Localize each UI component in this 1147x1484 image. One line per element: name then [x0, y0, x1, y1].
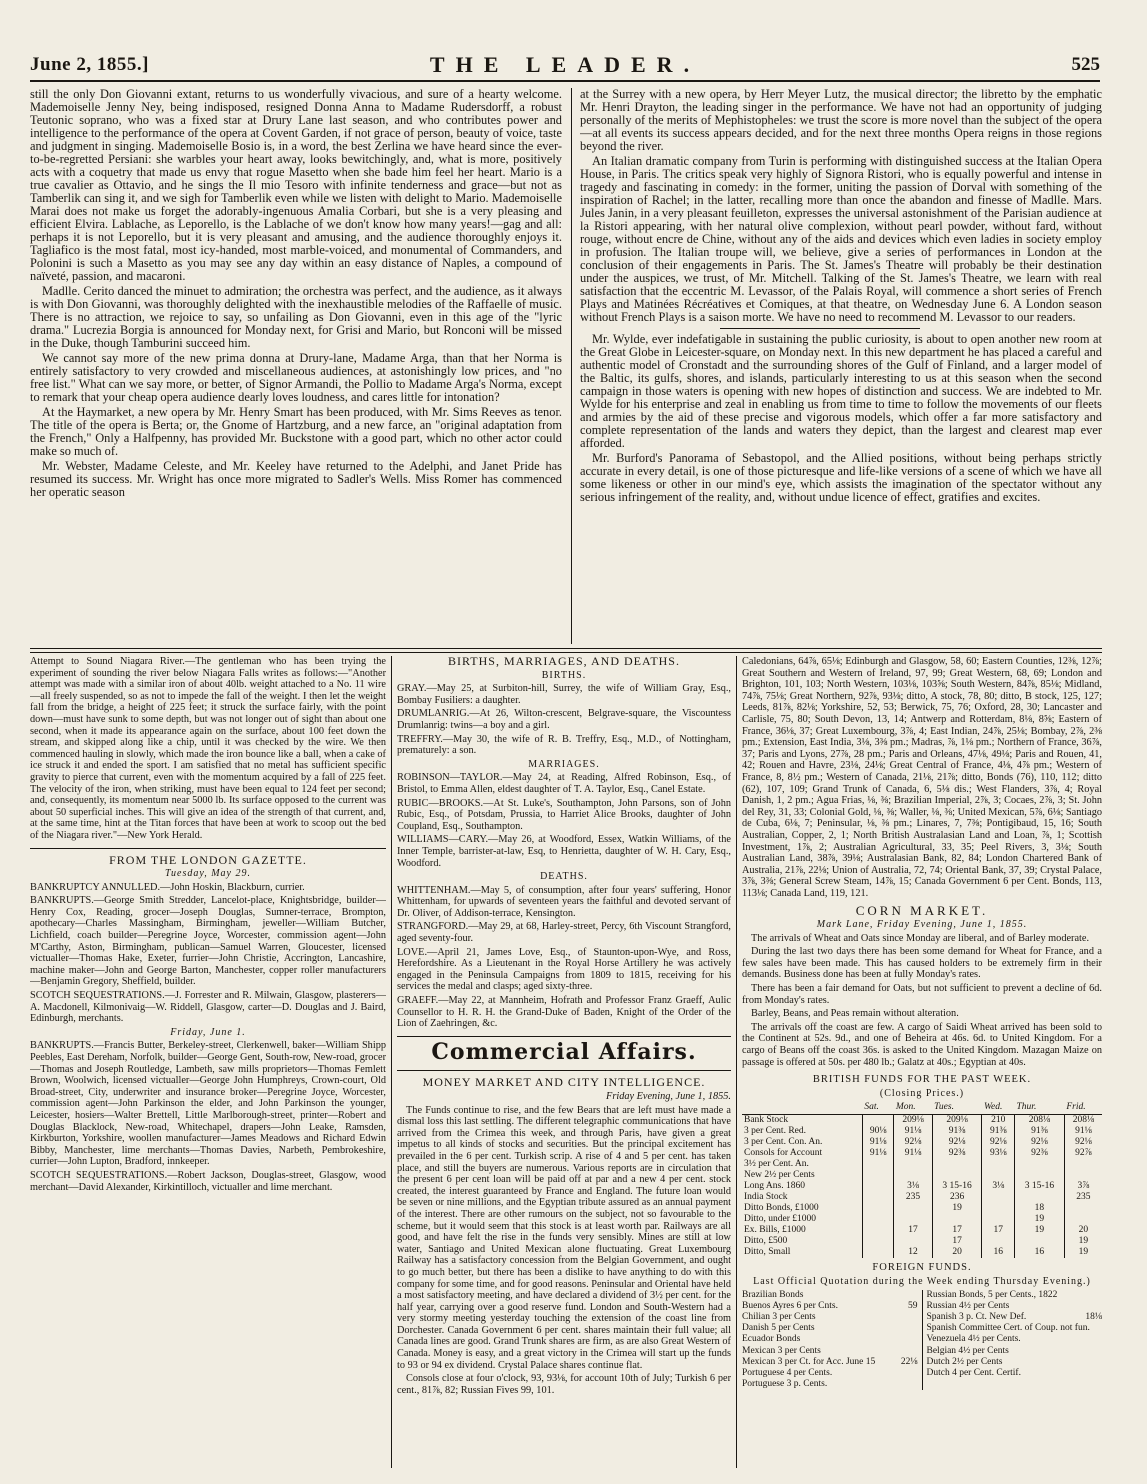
- fund-price: [894, 1203, 932, 1214]
- bottom-column-1: [30, 656, 386, 1468]
- fund-price: 92⅛: [982, 1137, 1015, 1148]
- fund-price: 92⅛: [1015, 1137, 1065, 1148]
- table-row: [742, 1192, 1102, 1203]
- funds-column-header: Wed.: [982, 1101, 1015, 1115]
- bankrupts-list: BANKRUPTS.—Francis Butter, Berkeley-street, Clerkenwell, baker—William Shipp Peebles, East Dereham, Norfolk, builder—George Gent, South-row, New-road, grocer—Thomas and Joseph Routledge, Lambeth, saw mills proprietors—Thomas Femlett Brown, Woolwich, licensed victualler—George John Humphreys, Crown-court, Old Broad-street, City, underwriter and insurance broker—Peregrine Joyce, Worcester, commission agent—John Parkinson the elder, and John Parkinson the younger, Leicester, hosiers—Walter Brettell, Little Marlborough-street, printer—Robert and Douglas Blacklock, New-road, Whitechapel, drapers—John Leake, Ramsden, Kirkburton, Yorkshire, woollen manufacturer—James Meadows and Richard Edwin Bibby, Manchester, lime merchants—Thomas Davies, Narbeth, Pembrokeshire, currier—John Lupton, Bradford, innkeeper.: [30, 1040, 386, 1168]
- fund-price: [1015, 1159, 1065, 1170]
- death-notice: WHITTENHAM.—May 5, of consumption, after four years' suffering, Honor Whittenham, for upwards of seventeen years the faithful and devoted servant of Dr. Oliver, of Addison-terrace, Kensington.: [397, 884, 731, 919]
- foreign-fund-price: 18⅛: [1085, 1311, 1102, 1322]
- fund-price: [894, 1236, 932, 1247]
- fund-price: 19: [1064, 1247, 1102, 1258]
- fund-price: 92⅜: [932, 1148, 982, 1159]
- foreign-fund-name: Russian Bonds, 5 per Cents., 1822: [926, 1289, 1058, 1300]
- fund-price: 18: [1015, 1203, 1065, 1214]
- fund-price: 20: [1064, 1225, 1102, 1236]
- fund-price: [1064, 1214, 1102, 1225]
- foreign-fund-name: Spanish 3 p. Ct. New Def.: [926, 1311, 1027, 1322]
- fund-name: Ditto Bonds, £1000: [744, 1203, 819, 1214]
- list-item: [927, 1346, 1103, 1357]
- fund-price: 92⅛: [932, 1137, 982, 1148]
- corn-report: The arrivals of Wheat and Oats since Monday are liberal, and of Barley moderate.: [751, 932, 1090, 944]
- fund-price: [982, 1192, 1015, 1203]
- list-item: [927, 1323, 1103, 1334]
- globe-paragraph: Mr. Wylde, ever indefatigable in sustaining the public curiosity, is about to open another new room at the Great Globe in Leicester-square, on Monday next. In this new department he has placed a careful and authentic model of Cronstadt and the surrounding shores of the Gulf of Finland, and a larger model of the Baltic, its gulfs, shores, and islands, particularly interesting to us at this season when the second campaign in those waters is opening with new hopes of distinction and success. We are indebted to Mr. Wylde for his enterprise and zeal in enabling us from time to time to follow the movements of our fleets and armies by the aid of these precise and vigorous models, which offer a far more satisfactory and complete representation of the lands and waters they depict, than the largest and clearest map ever afforded.: [580, 332, 1102, 450]
- funds-column-header: Frid.: [1064, 1101, 1102, 1115]
- foreign-fund-name: Dutch 2½ per Cents: [926, 1356, 1003, 1367]
- fund-price: 91⅛: [862, 1137, 893, 1148]
- table-row: [742, 1115, 1102, 1127]
- fund-price: [862, 1170, 893, 1181]
- bankrupts-list: BANKRUPTS.—George Smith Stredder, Lancelot-place, Knightsbridge, builder—Henry Cox, Reading, grocer—Joseph Douglas, Sumner-terrace, Brompton, apothecary—Charles Massingham, Birmingham, jeweller—William Butcher, Lichfield, coach builder—Peregrine Joyce, Worcester, commission agent—John M'Carthy, Aston, Birmingham, publican—Samuel Warren, Gloucester, licensed victualler—Thomas Hake, Exeter, furrier—John Christie, Accrington, Lancashire, machine maker—John and George Barton, Manchester, copper roller manufacturers—Benjamin Gregory, Sheffield, builder.: [30, 895, 386, 988]
- death-notice: GRAEFF.—May 22, at Mannheim, Hofrath and Professor Franz Graeff, Aulic Counsellor to H. R. H. the Grand-Duke of Baden, Knight of the Order of the Lion of Zaehringen, &c.: [397, 995, 731, 1030]
- fund-price: 19: [932, 1203, 982, 1214]
- list-item: [742, 1379, 918, 1390]
- fund-name: Bank Stock: [744, 1115, 789, 1126]
- list-item: [927, 1334, 1103, 1345]
- fund-name: India Stock: [744, 1192, 788, 1203]
- foreign-fund-name: Russian 4½ per Cents: [926, 1300, 1010, 1311]
- fund-price: 91⅛: [1064, 1126, 1102, 1137]
- british-funds-title: BRITISH FUNDS FOR THE PAST WEEK.: [812, 1074, 1032, 1086]
- fund-price: [862, 1203, 893, 1214]
- fund-name: Long Ans. 1860: [744, 1181, 805, 1192]
- funds-column-header: [742, 1101, 862, 1115]
- fund-price: [862, 1247, 893, 1258]
- share-prices: Caledonians, 64⅞, 65⅛; Edinburgh and Glasgow, 58, 60; Eastern Counties, 12⅜, 12⅞; Great Southern and Western of Ireland, 97, 99; Great Western, 68, 69; London and Brighton, 101, 103; North Western, 103⅛, 103⅝; South Western, 84⅞, 85⅛; Midland, 74⅞, 75⅛; Great Northern, 92⅞, 93⅛; ditto, A stock, 78, 80; ditto, B stock, 125, 127; Leeds, 81⅞, 82⅛; Yorkshire, 52, 53; Berwick, 75, 76; Oxford, 28, 30; Lancaster and Carlisle, 75, 80; South Devon, 13, 14; Antwerp and Rotterdam, 8⅛, 8⅝; Eastern of France, 36⅛, 37; Great Luxembourg, 3⅞, 4; East Indian, 24⅞, 25⅛; Bombay, 2⅞, 2⅜ pm.; Extension, East India, 3⅛, 3⅜ pm.; Madras, ⅞, 1⅛ pm.; Northern of France, 36⅞, 37; Paris and Lyons, 27⅞, 28 pm.; Paris and Orleans, 47⅛, 49⅛; Paris and Rouen, 41, 42; Rouen and Havre, 23⅛, 24⅛; Great Central of France, 4⅛, 4⅞ pm.; Western of France, 8, 8½ pm.; Western of Canada, 21⅛, 21⅞; ditto, Bonds (76), 110, 112; ditto (62), 107, 109; Grand Trunk of Canada, 6, 5⅛ dis.; West Flanders, 3⅞, 4; Royal Danish, 1, 2 pm.; Agua Frias, ⅛, ⅜; Brazilian Imperial, 2⅞, 3; Cocaes, 2⅞, 3; St. John del Rey, 31, 33; Colonial Gold, ⅛, ⅜; Waller, ⅛, ⅜; United Mexican, 5⅞, 6⅛; Santiago de Cuba, 6⅛, 7; Peninsular, ⅛, ⅜ pm.; Linares, 7, 7⅜; Pontigibaud, 15, 16; South Australian, Copper, 2, 1; North British Australasian Land and Loan, ⅞, 1; Scottish Investment, 1⅞, 2; Australian Agricultural, 33, 35; Peel Rivers, 3, 3⅛; South Australian Land, 38⅞, 39⅛; Australasian Bank, 82, 84; London Chartered Bank of Australia, 21⅞, 22⅛; Union of Australia, 72, 74; Oriental Bank, 37, 39; Crystal Palace, 3⅞, 3⅜; General Screw Steam, 14⅞, 15; Canada Government 6 per Cent. Bonds, 113, 113⅛; Canada Land, 119, 121.: [742, 656, 1102, 899]
- corn-report: Barley, Beans, and Peas remain without alteration.: [751, 1008, 959, 1020]
- foreign-fund-name: Danish 5 per Cents: [742, 1323, 815, 1334]
- gazette-date: Tuesday, May 29.: [165, 868, 251, 880]
- fund-name: 3 per Cent. Red.: [744, 1126, 807, 1137]
- list-item: [742, 1368, 918, 1379]
- list-item: [927, 1290, 1103, 1301]
- fund-price: 19: [1064, 1236, 1102, 1247]
- foreign-fund-name: Belgian 4½ per Cents: [926, 1345, 1009, 1356]
- commercial-affairs-title: Commercial Affairs.: [431, 1038, 697, 1065]
- section-rule: [30, 848, 386, 849]
- fund-price: 209⅛: [932, 1115, 982, 1127]
- fund-price: 3⅞: [1064, 1181, 1102, 1192]
- fund-price: [862, 1214, 893, 1225]
- page-number: 525: [1071, 54, 1100, 75]
- table-row: [742, 1214, 1102, 1225]
- table-row: [742, 1203, 1102, 1214]
- death-notice: STRANGFORD.—May 29, at 68, Harley-street, Percy, 6th Viscount Strangford, aged seventy-four.: [397, 921, 731, 945]
- fund-price: [1015, 1192, 1065, 1203]
- niagara-article: Attempt to Sound Niagara River.—The gentleman who has been trying the experiment of sounding the river below Niagara Falls writes as follows:—"Another attempt was made with a similar iron of about 40lb. weight attached to a No. 11 wire—all freely suspended, so as not to impede the fall of the weight. I then let the weight fall from the bridge, a height of 225 feet; it struck the surface fairly, with the point down—must have sunk to some depth, but was not longer out of sight than about one second, when it made its appearance again on the surface, about 100 feet down the stream, and skipped along like a chip, until it was checked by the wire. We then commenced hauling in slowly, which made the iron bounce like a ball, when a cake of ice struck it and ended the sport. I am satisfied that no metal has sufficient specific gravity to pierce that current, even with the momentum acquired by a fall of 225 feet. The velocity of the iron, when striking, must have been equal to 124 feet per second; and, consequently, its momentum near 5000 lb. Its surface opposed to the current was about 50 superficial inches. This will give an idea of the strength of that current, and, at the same time, hint at the Titan forces that have been at work to scoop out the bed of the Niagara river."—New York Herald.: [30, 656, 386, 841]
- fund-price: [982, 1203, 1015, 1214]
- table-row: [742, 1170, 1102, 1181]
- funds-column-header: Tues.: [932, 1101, 982, 1115]
- fund-price: 19: [1015, 1225, 1065, 1236]
- fund-price: 17: [982, 1225, 1015, 1236]
- list-item: [742, 1357, 918, 1368]
- opera-paragraph: Mr. Webster, Madame Celeste, and Mr. Keeley have returned to the Adelphi, and Janet Pride has resumed its success. Mr. Wright has once more migrated to Sadler's Wells. Miss Romer has commenced her operatic season: [30, 459, 562, 499]
- corn-report: There has been a fair demand for Oats, but not sufficient to prevent a decline of 6d. from Monday's rates.: [742, 983, 1102, 1006]
- masthead: [30, 50, 1100, 82]
- fund-price: [862, 1181, 893, 1192]
- fund-price: [862, 1159, 893, 1170]
- fund-name: Ditto, £500: [744, 1236, 788, 1247]
- fund-name: 3½ per Cent. An.: [744, 1159, 809, 1170]
- corn-report: The arrivals off the coast are few. A cargo of Saidi Wheat arrived has been sold to the Continent at 52s. 9d., and one of Beheira at 46s. 6d. to United Kingdom. For a cargo of Beans off the coast 36s. is asked to the United Kingdom. Mazagan Maize on passage is offered at 50s. per 480 lb.; Galatz at 40s.; Egyptian at 40s.: [742, 1021, 1102, 1068]
- funds-column-header: Mon.: [894, 1101, 932, 1115]
- fund-price: [982, 1236, 1015, 1247]
- fund-price: [982, 1214, 1015, 1225]
- section-rule: [720, 328, 920, 329]
- birth-notice: TREFFRY.—May 30, the wife of R. B. Treffry, Esq., M.D., of Nottingham, prematurely: a son.: [397, 733, 731, 757]
- fund-price: 210: [982, 1115, 1015, 1127]
- list-item: [742, 1301, 918, 1312]
- fund-price: 235: [1064, 1192, 1102, 1203]
- fund-price: 93⅛: [982, 1148, 1015, 1159]
- money-market-closing: Consols close at four o'clock, 93, 93⅛, for account 10th of July; Turkish 6 per cent., 81⅞, 82; Russian Fives 99, 101.: [397, 1373, 731, 1396]
- british-funds-table: [742, 1101, 1102, 1258]
- funds-column-header: Sat.: [862, 1101, 893, 1115]
- fund-name: 3 per Cent. Con. An.: [744, 1137, 823, 1148]
- section-rule: [397, 1036, 731, 1037]
- scotch-sequestrations: SCOTCH SEQUESTRATIONS.—J. Forrester and R. Milwain, Glasgow, plasterers—A. Macdonell, Kilmonivaig—W. Riddell, Glasgow, carter—D. Douglas and J. Baird, Edinburgh, merchants.: [30, 990, 386, 1025]
- fund-price: 92⅛: [894, 1137, 932, 1148]
- opera-paragraph: At the Haymarket, a new opera by Mr. Henry Smart has been produced, with Mr. Sims Reeves as tenor. The title of the opera is Berta; or, the Gnome of Hartzburg, and a new farce, an "original adaptation from the French," Only a Halfpenny, has provided Mr. Buckstone with a good part, which no other actor could make so much of.: [30, 405, 562, 458]
- british-funds-subtitle: (Closing Prices.): [879, 1087, 965, 1099]
- fund-price: [862, 1115, 893, 1127]
- column-divider: [391, 656, 392, 1468]
- marriage-notice: RUBIC—BROOKS.—At St. Luke's, Southampton, John Parsons, son of John Rubic, Esq., of Potsdam, Prussia, to Harriet Alice Brooks, daughter of John Coupland, Esq., Southampton.: [397, 797, 731, 832]
- bmd-title: BIRTHS, MARRIAGES, AND DEATHS.: [448, 656, 680, 668]
- fund-price: [894, 1214, 932, 1225]
- fund-price: 91⅜: [1015, 1126, 1065, 1137]
- fund-price: 3⅛: [982, 1181, 1015, 1192]
- table-row: [742, 1247, 1102, 1258]
- marriages-heading: MARRIAGES.: [528, 758, 600, 770]
- fund-price: 3⅛: [894, 1181, 932, 1192]
- fund-price: [862, 1236, 893, 1247]
- issue-date: June 2, 1855.]: [30, 54, 149, 75]
- foreign-fund-name: Dutch 4 per Cent. Certif.: [926, 1367, 1021, 1378]
- opera-paragraph: Madlle. Cerito danced the minuet to admiration; the orchestra was perfect, and the audience, as it always is with Don Giovanni, was thoroughly delighted with the inexhaustible melodies of the Raffaelle of music. There is no attraction, we rejoice to say, so unfailing as Don Giovanni, even in this age of the "lyric drama." Lucrezia Borgia is announced for Monday next, for Grisi and Mario, but Ronconi will be missed in the Duke, though Tamburini succeed him.: [30, 284, 562, 350]
- corn-market-title: CORN MARKET.: [855, 903, 989, 919]
- gazette-date: Friday, June 1.: [170, 1026, 246, 1038]
- fund-price: 19: [1015, 1214, 1065, 1225]
- fund-price: [894, 1159, 932, 1170]
- fund-price: 92⅛: [1064, 1137, 1102, 1148]
- foreign-fund-name: Spanish Committee Cert. of Coup. not fun.: [926, 1323, 1090, 1334]
- section-rule: [397, 1070, 731, 1071]
- fund-price: 236: [932, 1192, 982, 1203]
- foreign-fund-name: Buenos Ayres 6 per Cnts.: [742, 1300, 838, 1311]
- fund-price: 92⅞: [1064, 1148, 1102, 1159]
- fund-name: New 2½ per Cents: [744, 1170, 815, 1181]
- marriage-notice: ROBINSON—TAYLOR.—May 24, at Reading, Alfred Robinson, Esq., of Bristol, to Emma Allen, eldest daughter of T. A. Taylor, Esq., Canel Estate.: [397, 772, 731, 795]
- bottom-column-2: [397, 656, 731, 1468]
- fund-name: Consols for Account: [744, 1148, 823, 1159]
- foreign-fund-name: Mexican 3 per Ct. for Acc. June 15: [742, 1356, 876, 1367]
- fund-price: 20: [932, 1247, 982, 1258]
- fund-price: [1015, 1170, 1065, 1181]
- newspaper-title: THE LEADER.: [429, 52, 701, 77]
- deaths-heading: DEATHS.: [540, 871, 588, 883]
- scotch-sequestrations: SCOTCH SEQUESTRATIONS.—Robert Jackson, Douglas-street, Glasgow, wood merchant—David Alexander, Kirkintilloch, victualler and lime merchant.: [30, 1169, 386, 1193]
- column-divider: [736, 656, 737, 1468]
- panorama-paragraph: Mr. Burford's Panorama of Sebastopol, and the Allied positions, without being perhaps strictly accurate in every detail, is one of those picturesque and life-like versions of a scene of which we have all some likeness or other in our mind's eye, which assists the imagination of the spectator without any serious infringement of the reality, and, without undue licence of effect, gratifies and excites.: [580, 451, 1102, 504]
- table-row: [742, 1225, 1102, 1236]
- foreign-fund-name: Chilian 3 per Cents: [742, 1311, 816, 1322]
- fund-price: 3 15-16: [1015, 1181, 1065, 1192]
- money-market-title: MONEY MARKET AND CITY INTELLIGENCE.: [422, 1075, 706, 1090]
- table-row: [742, 1126, 1102, 1137]
- theatre-paragraph: at the Surrey with a new opera, by Herr Meyer Lutz, the musical director; the libretto by the emphatic Mr. Henri Drayton, the leading singer in the performance. We have not had an opportunity of judging personally of the merits of Mephistopheles: we trust the score is more novel than the subject of the opera—at all events its success appears decided, and for the next three months Opera reigns in those regions beyond the river.: [580, 88, 1102, 153]
- death-notice: LOVE.—April 21, James Love, Esq., of Staunton-upon-Wye, and Ross, Herefordshire. As a Lieutenant in the Royal Horse Artillery he was actively engaged in the Peninsula Campaigns from 1809 to 1815, receiving for his services the medal and clasps; aged sixty-three.: [397, 946, 731, 993]
- fund-price: 208⅛: [1064, 1115, 1102, 1127]
- fund-price: 12: [894, 1247, 932, 1258]
- fund-price: 91⅛: [894, 1126, 932, 1137]
- list-item: [927, 1312, 1103, 1323]
- fund-price: 3 15-16: [932, 1181, 982, 1192]
- foreign-funds-title: FOREIGN FUNDS.: [872, 1262, 972, 1274]
- fund-price: 90⅛: [862, 1126, 893, 1137]
- fund-price: [1064, 1203, 1102, 1214]
- fund-name: Ditto, under £1000: [744, 1214, 817, 1225]
- funds-column-header: Thur.: [1015, 1101, 1065, 1115]
- fund-price: 235: [894, 1192, 932, 1203]
- fund-price: [932, 1170, 982, 1181]
- column-divider: [571, 88, 572, 644]
- list-item: [742, 1346, 918, 1357]
- fund-price: [982, 1159, 1015, 1170]
- fund-price: 16: [1015, 1247, 1065, 1258]
- section-divider: [30, 648, 1102, 653]
- list-item: [927, 1357, 1103, 1368]
- fund-price: [932, 1214, 982, 1225]
- opera-paragraph: still the only Don Giovanni extant, returns to us wonderfully vivacious, and sure of a hearty welcome. Mademoiselle Jenny Ney, being indisposed, resigned Donna Anna to Madame Rudersdorff, a robust Teutonic soprano, who was a fixed star at Drury Lane last season, and who contributes power and intelligence to the performance of the opera at Covent Garden, if not grace of person, beauty of voice, taste and judgment in singing. Mademoiselle Bosio is, in a word, the best Zerlina we have heard since the ever-to-be-regretted Persiani: she warbles your heart away, looks bewitchingly, and, what is more, positively acts with a coquetry that made us envy that rogue Masetto when she bade him feel her heart. Mario is a true cavalier as Ottavio, and he sings the Il mio Tesoro with infinite tenderness and grace—but not as Tamberlik can sing it, and we sigh for Tamberlik even while we listen with delight to Mario. Mademoiselle Marai does not make us forget the adorably-ingenuous Amalia Corbari, but she is a very pleasing and efficient Elvira. Lablache, as Leporello, is the Lablache of we don't know how many years!—gag and all: perhaps it is not Leporello, but it is very pleasant and amusing, and the audience thoroughly enjoys it. Tagliafico is the most fatal, most icy-handed, most marble-voiced, and monumental of Commanders, and Polonini is such a Masetto as you may see any day within an easy distance of Naples, a compound of naïveté, passion, and macaroni.: [30, 88, 562, 283]
- fund-price: [982, 1170, 1015, 1181]
- fund-price: 17: [932, 1225, 982, 1236]
- foreign-fund-price: 22⅛: [900, 1356, 918, 1367]
- foreign-fund-name: Venezuela 4½ per Cents.: [926, 1334, 1021, 1345]
- table-row: [742, 1236, 1102, 1247]
- list-item: [927, 1301, 1103, 1312]
- foreign-fund-name: Ecuador Bonds: [742, 1334, 801, 1345]
- fund-price: 91⅛: [894, 1148, 932, 1159]
- foreign-funds-subtitle: Last Official Quotation during the Week ending Thursday Evening.): [753, 1275, 1091, 1287]
- list-item: [742, 1312, 918, 1323]
- fund-price: [862, 1225, 893, 1236]
- money-market-date: Friday Evening, June 1, 1855.: [606, 1091, 731, 1102]
- foreign-fund-price: 59: [908, 1300, 918, 1311]
- gazette-title: FROM THE LONDON GAZETTE.: [109, 852, 307, 867]
- fund-price: [862, 1192, 893, 1203]
- foreign-fund-name: Brazilian Bonds: [742, 1289, 804, 1300]
- corn-report: During the last two days there has been some demand for Wheat for France, and a few sales have been made. This has caused holders to be extremely firm in their demands. Business done has been at fully Monday's rates.: [742, 946, 1102, 981]
- bankruptcy-annulled: BANKRUPTCY ANNULLED.—John Hoskin, Blackburn, currier.: [30, 881, 305, 893]
- fund-price: [1064, 1170, 1102, 1181]
- fund-price: 17: [932, 1236, 982, 1247]
- theatre-paragraph: An Italian dramatic company from Turin is performing with distinguished success at the Italian Opera House, in Paris. The critics speak very highly of Signora Ristori, who is equally powerful and intense in tragedy and fascinating in comedy: in the former, uniting the passion of Dorval with something of the inspiration of Rachel; in the latter, recalling more than once the abandon and finesse of Madlle. Mars. Jules Janin, in a very pleasant feuilleton, expresses the universal astonishment of the Parisian audience at la Ristori appearing, with her natural olive complexion, without pearl powder, without fard, without rouge, without encre de Chine, without any of the aids and devices which even ladies in society employ in profusion. The Italian troupe will, we believe, give a series of performances in London at the conclusion of their engagements in Paris. The St. James's Theatre will probably be their destination under the auspices, we trust, of Mr. Mitchell. Talking of the St. James's Theatre, we learn with real satisfaction that the eccentric M. Levassor, of the Palais Royal, will commence a short series of French Plays and Matinées Récréatives et Comiques, at that theatre, on Wednesday June 6. A London season without French Plays is a saison morte. We have no need to recommend M. Levassor to our readers.: [580, 154, 1102, 324]
- table-row: [742, 1148, 1102, 1159]
- list-item: [742, 1323, 918, 1334]
- foreign-funds-table: [742, 1290, 1102, 1391]
- birth-notice: DRUMLANRIG.—At 26, Wilton-crescent, Belgrave-square, the Viscountess Drumlanrig: twins—a boy and a girl.: [397, 708, 731, 731]
- marriage-notice: WILLIAMS—CARY.—May 26, at Woodford, Essex, Watkin Williams, of the Inner Temple, barrister-at-law, Esq, to Henrietta, daughter of W. H. Cary, Esq., Woodford.: [397, 834, 731, 869]
- births-heading: BIRTHS.: [541, 669, 587, 681]
- table-row: [742, 1137, 1102, 1148]
- fund-price: [894, 1170, 932, 1181]
- table-row: [742, 1159, 1102, 1170]
- fund-price: [932, 1159, 982, 1170]
- fund-price: 209⅛: [894, 1115, 932, 1127]
- fund-price: 91⅜: [932, 1126, 982, 1137]
- money-market-report: The Funds continue to rise, and the few Bears that are left must have made a dismal loss this last settling. The different telegraphic communications that have arrived from the Crimea this week, and through Paris, have given a great impetus to all kinds of stocks and securities. But the principal excitement has prevailed in the 6 per cent. Turkish scrip. A rise of 4 and 5 per cent. has taken place, and still the buyers are numerous. Various reports are in circulation that the present 6 per cent loan will be paid off at par and a new 4 per cent. stock created, the interest guaranteed by France and England. The future loan would be seven or nine millions, and the Egyptian tribute assured as an annual payment of the interest. There are other rumours on the subject, not so favourable to the scheme, but it would seem that this stock is at least worth par. Railways are all good, and have felt the rise in the funds very sensibly. Mines are still at low water, Santiago and United Mexican alone fluctuating. Great Luxembourg Railway has a satisfactory concession from the Belgian Government, and ought to go much better, but there has been a dislike to have anything to do with this company for some time, and for good reasons. Peninsular and Oriental have held a most satisfactory meeting, and have declared a dividend of 3½ per cent. for the half year, carrying over a good reserve fund. London and South-Western had a very stormy meeting yesterday touching the extension of the coast line from Dorchester. Canada Government 6 per cent. shares maintain their full value; all Canada lines are good. Grand Trunk shares are firm, as are also Great Western of Canada. Money is easy, and a great victory in the Crimea will start up the funds to 93 or 94 ex dividend. Crystal Palace shares continue flat.: [397, 1104, 731, 1371]
- table-row: [742, 1181, 1102, 1192]
- fund-name: Ditto, Small: [744, 1247, 791, 1258]
- foreign-fund-name: Portuguese 3 p. Cents.: [742, 1379, 828, 1390]
- list-item: [742, 1290, 918, 1301]
- fund-price: 17: [894, 1225, 932, 1236]
- fund-price: 92⅜: [1015, 1148, 1065, 1159]
- birth-notice: GRAY.—May 25, at Surbiton-hill, Surrey, the wife of William Gray, Esq., Bombay Fusiliers: a daughter.: [397, 683, 731, 706]
- fund-price: 16: [982, 1247, 1015, 1258]
- corn-market-date: Mark Lane, Friday Evening, June 1, 1855.: [816, 919, 1028, 931]
- fund-price: 91⅜: [982, 1126, 1015, 1137]
- list-item: [927, 1368, 1103, 1379]
- fund-price: [1064, 1159, 1102, 1170]
- foreign-fund-name: Portuguese 4 per Cents.: [742, 1367, 833, 1378]
- opera-paragraph: We cannot say more of the new prima donna at Drury-lane, Madame Arga, than that her Norma is entirely satisfactory to very crowded and miscellaneous audiences, at astonishingly low prices, and "no free list." What can we say more, or better, of Signor Armandi, the Pollio to Madame Arga's Norma, except to remark that your cheap opera audience dearly loves loudness, and cares little for intonation?: [30, 351, 562, 404]
- fund-name: Ex. Bills, £1000: [744, 1225, 806, 1236]
- bottom-column-3: [742, 656, 1102, 1468]
- list-item: [742, 1334, 918, 1345]
- fund-price: 91⅛: [862, 1148, 893, 1159]
- fund-price: 208⅛: [1015, 1115, 1065, 1127]
- fund-price: [1015, 1236, 1065, 1247]
- foreign-fund-name: Mexican 3 per Cents: [742, 1345, 821, 1356]
- top-left-column: [30, 88, 562, 644]
- top-right-column: [580, 88, 1102, 644]
